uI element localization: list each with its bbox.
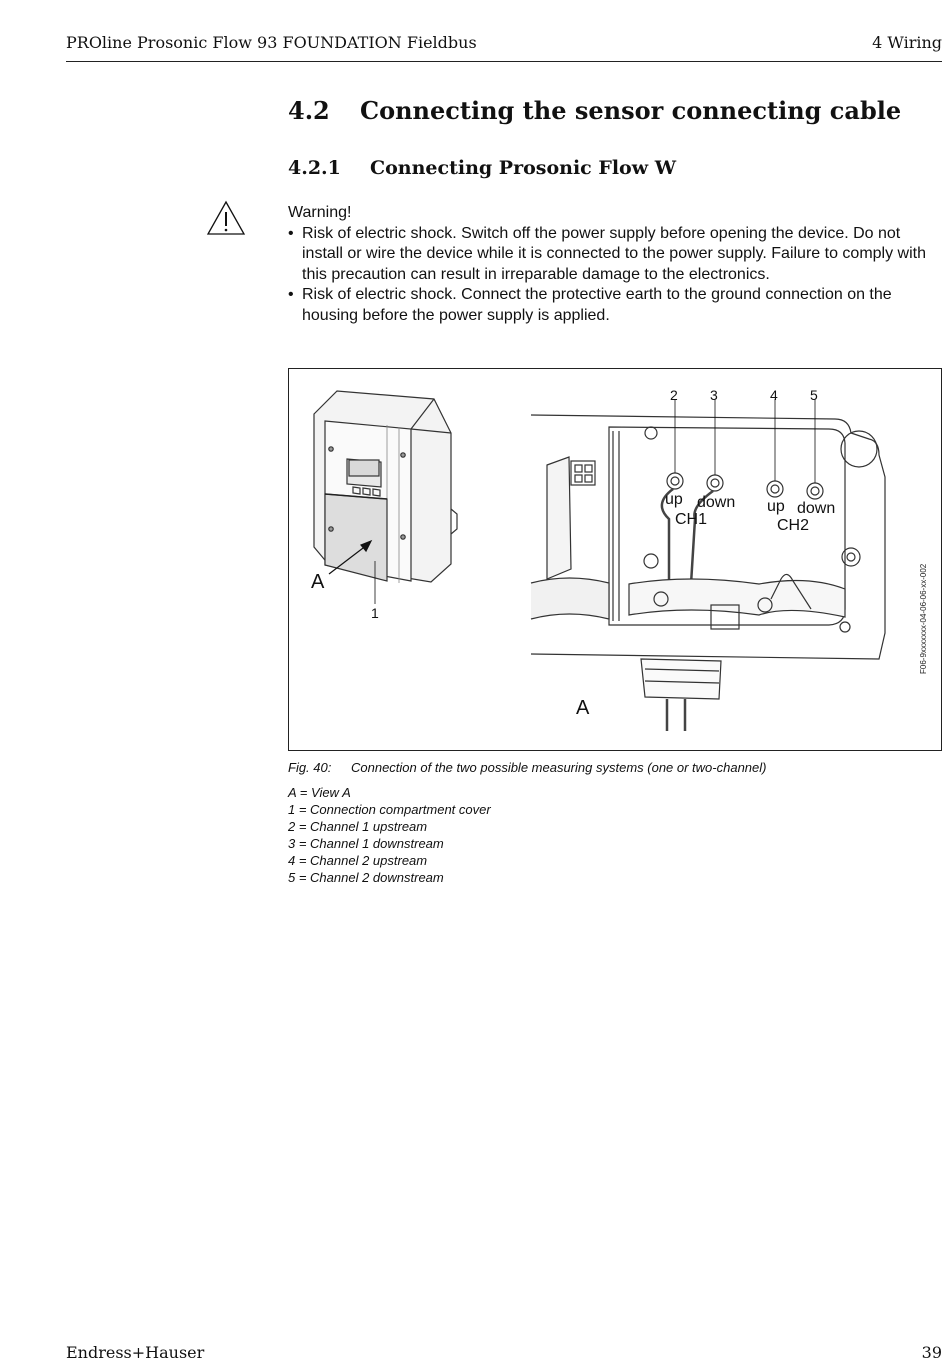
- legend-item: 2 = Channel 1 upstream: [288, 819, 428, 834]
- page-header: [66, 30, 942, 62]
- label-ch2: CH2: [777, 517, 810, 534]
- warning-item: • Risk of electric shock. Connect the protective earth to the ground connection on the housing before the power supply is applied.: [288, 285, 944, 326]
- footer-brand: Endress+Hauser: [66, 1343, 205, 1362]
- section-heading: [288, 96, 901, 125]
- section-number: 4.2: [288, 96, 330, 125]
- figure-number: Fig. 40:: [288, 760, 332, 775]
- legend-item: A = View A: [288, 785, 351, 800]
- transmitter-housing-drawing: [314, 391, 457, 604]
- label-view-a: A: [311, 571, 325, 593]
- warning-list: [288, 224, 944, 327]
- figure-caption: [288, 760, 767, 775]
- label-ch1: CH1: [675, 511, 708, 528]
- header-chapter: 4 Wiring: [872, 33, 942, 52]
- legend-item: 4 = Channel 2 upstream: [288, 853, 428, 868]
- subsection-heading: [288, 157, 676, 179]
- subsection-title: Connecting Prosonic Flow W: [370, 157, 677, 179]
- warning-block: [288, 203, 944, 326]
- label-4: 4: [770, 387, 778, 403]
- label-up-ch2: up: [767, 498, 785, 515]
- label-view-a-bottom: A: [576, 697, 590, 719]
- legend-item: 3 = Channel 1 downstream: [288, 836, 444, 851]
- label-up-ch1: up: [665, 491, 683, 508]
- label-5: 5: [810, 387, 818, 403]
- legend-item: 5 = Channel 2 downstream: [288, 870, 444, 885]
- warning-triangle-icon: [206, 200, 246, 236]
- label-2: 2: [670, 387, 678, 403]
- figure-caption-text: Connection of the two possible measuring systems (one or two-channel): [351, 760, 767, 775]
- label-3: 3: [710, 387, 718, 403]
- section-title: Connecting the sensor connecting cable: [360, 96, 902, 125]
- wiring-illustration: [289, 369, 942, 751]
- legend-item: 1 = Connection compartment cover: [288, 802, 491, 817]
- header-title: PROline Prosonic Flow 93 FOUNDATION Fieldbus: [66, 33, 477, 52]
- subsection-number: 4.2.1: [288, 157, 341, 179]
- label-down-ch2: down: [797, 500, 836, 517]
- connection-compartment-drawing: [531, 399, 885, 731]
- label-down-ch1: down: [697, 494, 736, 511]
- warning-item: • Risk of electric shock. Switch off the power supply before opening the device. Do not install or wire the device while it is connected to the power supply. Failure to comply with this precaution can result in irreparable damage to the electronics.: [288, 224, 944, 286]
- figure-legend: [288, 784, 491, 886]
- warning-heading: Warning!: [288, 204, 352, 221]
- figure-code: F06-9xxxxxxx-04-06-06-xx-002: [919, 563, 928, 674]
- label-1: 1: [371, 605, 379, 621]
- wiring-figure: [288, 368, 942, 751]
- page-number: 39: [921, 1343, 942, 1362]
